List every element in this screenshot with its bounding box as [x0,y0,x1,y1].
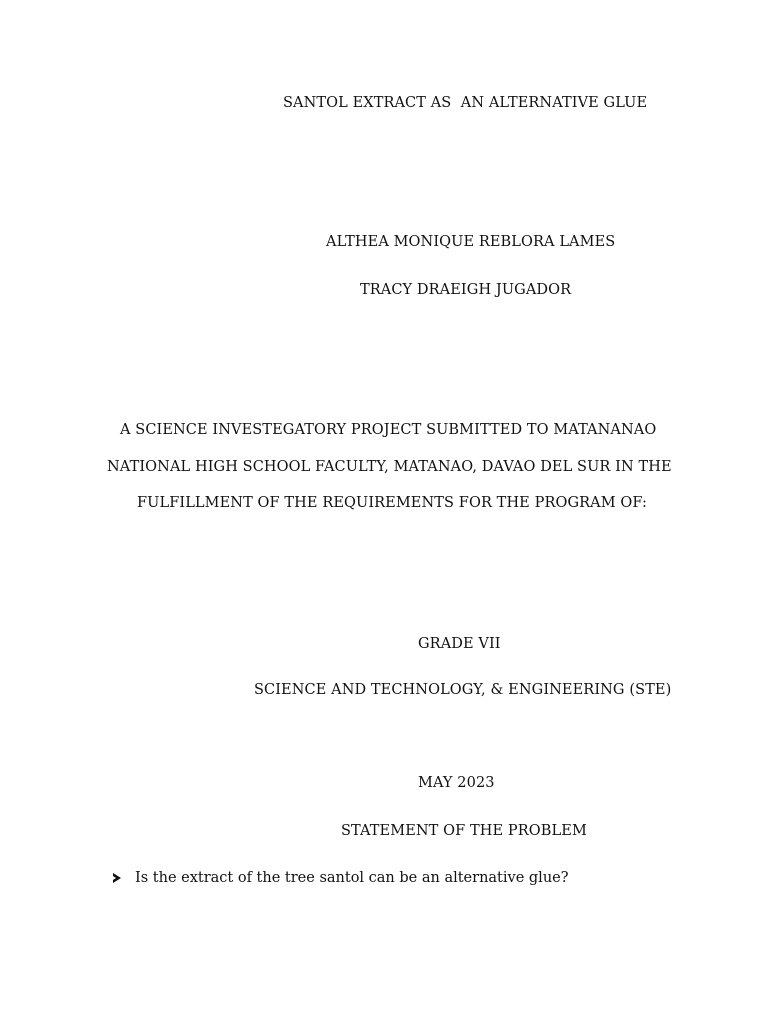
submission-line-3: FULFILLMENT OF THE REQUIREMENTS FOR THE PROGRAM OF: [137,495,647,511]
author-name-1: ALTHEA MONIQUE REBLORA LAMES [326,234,616,250]
arrowhead-bullet-icon [113,873,121,883]
author-name-2: TRACY DRAEIGH JUGADOR [360,282,572,298]
problem-list-item [113,869,569,887]
problem-question: Is the extract of the tree santol can be an alternative glue? [135,870,569,886]
program-name: SCIENCE AND TECHNOLOGY, & ENGINEERING (STE) [254,682,672,698]
submission-line-1: A SCIENCE INVESTEGATORY PROJECT SUBMITTED TO MATANANAO [120,422,657,438]
submission-date: MAY 2023 [418,775,495,791]
submission-line-2: NATIONAL HIGH SCHOOL FACULTY, MATANAO, DAVAO DEL SUR IN THE [107,459,672,475]
grade-level: GRADE VII [418,636,501,652]
section-heading: STATEMENT OF THE PROBLEM [341,823,587,839]
document-title: SANTOL EXTRACT AS AN ALTERNATIVE GLUE [283,95,648,111]
